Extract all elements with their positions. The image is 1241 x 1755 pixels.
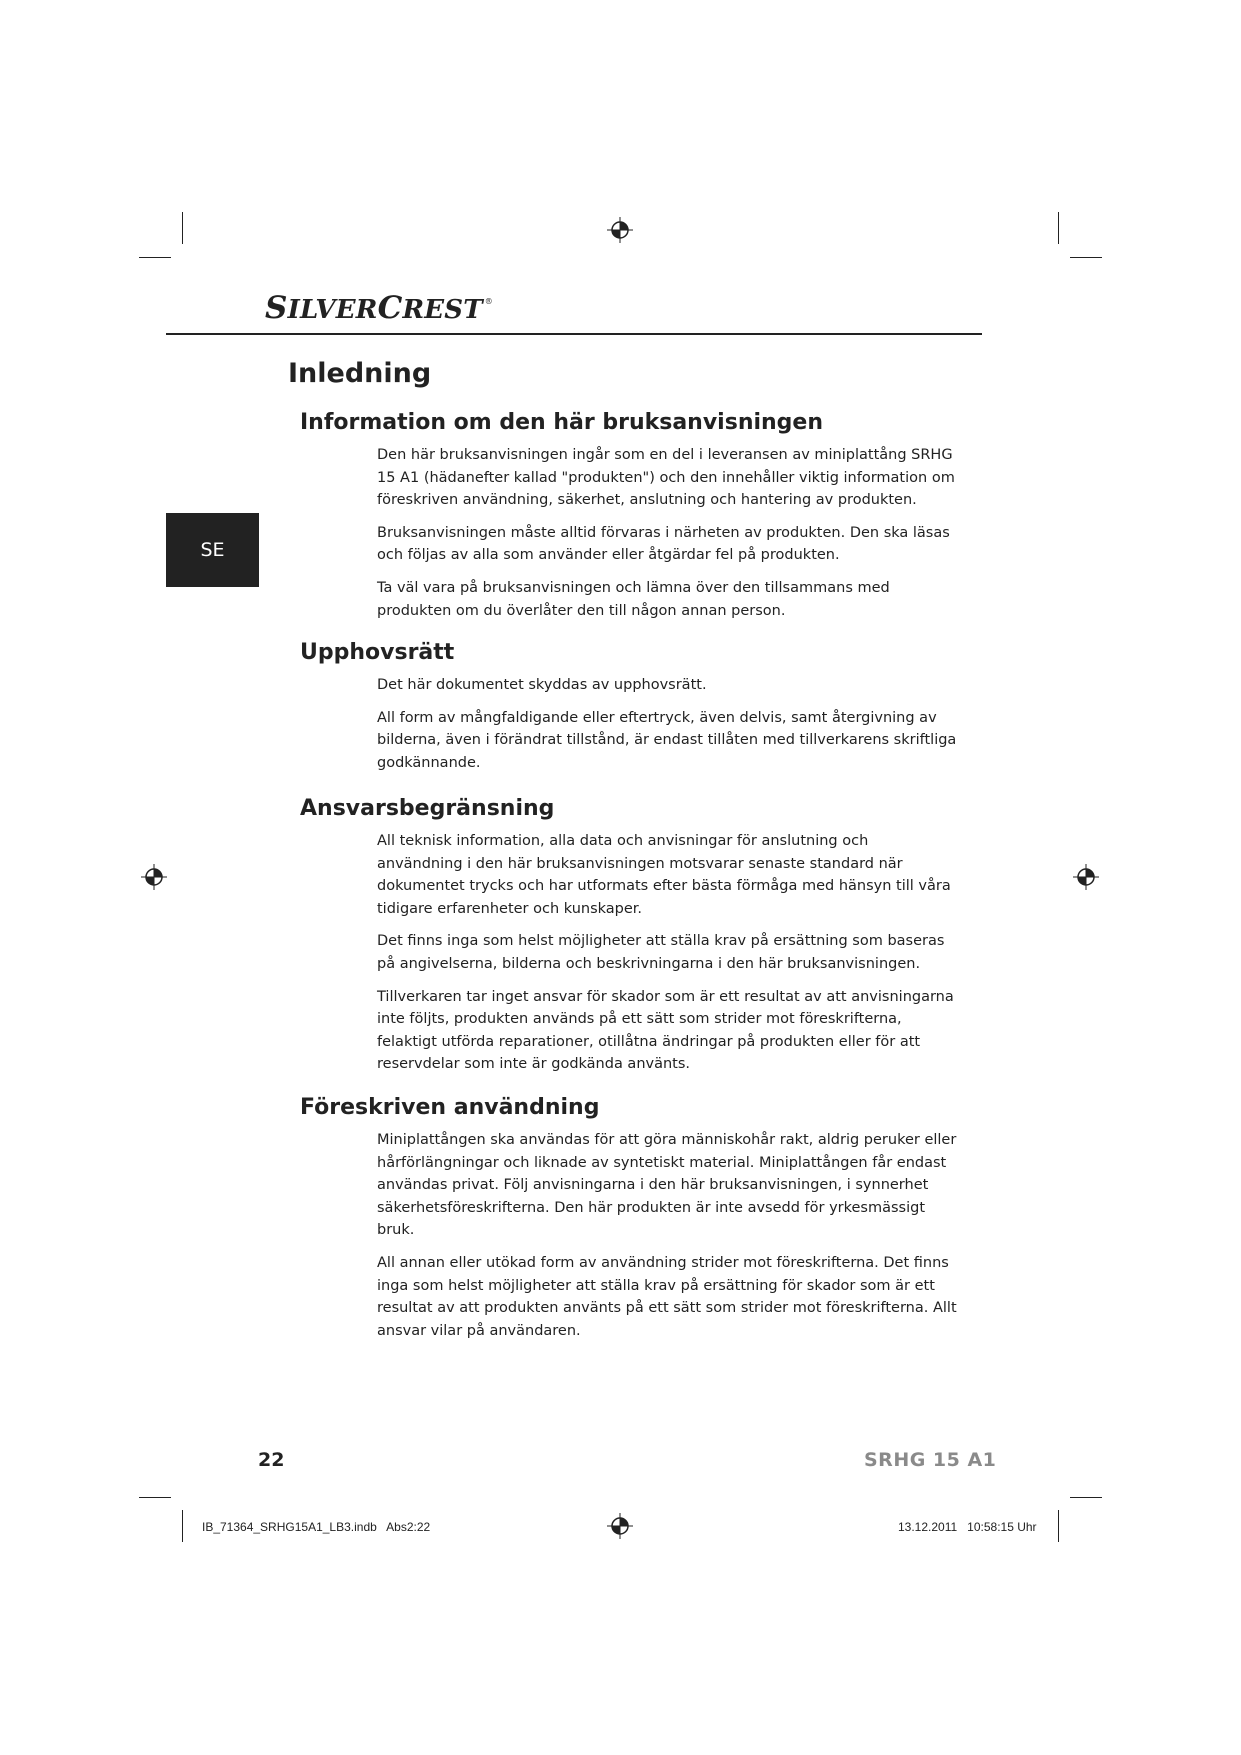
paragraph: Tillverkaren tar inget ansvar för skador som är ett resultat av att anvisningarna inte följts, produkten används på ett sätt som strider mot föreskrifterna, felaktigt utförda reparationer, otillåtna ändringar på produkten eller för att reservdelar som inte är godkända använts.: [377, 988, 954, 1073]
section-heading: Information om den här bruksanvisningen: [300, 410, 824, 435]
registration-mark-top-icon: [607, 217, 633, 243]
header-rule: [166, 333, 982, 335]
paragraph: Det finns inga som helst möjligheter att ställa krav på ersättning som baseras på angivelserna, bilderna och beskrivningarna i den här bruksanvisningen.: [377, 933, 945, 972]
print-slug-date: 13.12.2011 10:58:15 Uhr: [898, 1520, 1037, 1534]
section-information: [300, 410, 980, 632]
section-upphovsratt: [300, 640, 980, 784]
registration-mark-right-icon: [1073, 864, 1099, 890]
section-heading: Upphovsrätt: [300, 640, 455, 665]
model-number: SRHG 15 A1: [864, 1449, 997, 1471]
crop-mark-top-left-h: [139, 257, 171, 258]
silvercrest-logo: SILVERCREST ®: [265, 290, 493, 326]
crop-mark-bottom-right-h: [1070, 1497, 1102, 1498]
paragraph: All annan eller utökad form av användning strider mot föreskrifterna. Det finns inga som helst möjligheter att ställa krav på ersättning för skador som är ett resultat av att produkten använts på ett sätt som strider mot föreskrifterna. Allt ansvar vilar på användaren.: [377, 1254, 957, 1339]
crop-mark-bottom-left-v: [182, 1510, 183, 1542]
section-ansvarsbegransning: [300, 796, 980, 1086]
crop-mark-bottom-left-h: [139, 1497, 171, 1498]
registration-mark-left-icon: [141, 864, 167, 890]
crop-mark-top-right-v: [1058, 212, 1059, 244]
page-title: Inledning: [288, 358, 432, 389]
paragraph: Den här bruksanvisningen ingår som en del i leveransen av miniplattång SRHG 15 A1 (hädanefter kallad "produkten") och den innehåller viktig information om föreskriven användning, säkerhet, anslutning och hantering av produkten.: [377, 447, 955, 509]
paragraph: Det här dokumentet skyddas av upphovsrätt.: [377, 677, 707, 693]
paragraph: All teknisk information, alla data och anvisningar för anslutning och användning i den här bruksanvisningen motsvarar senaste standard när dokumentet trycks och har utformats efter bästa förmåga med hänsyn till våra tidigare erfarenheter och kunskaper.: [377, 833, 951, 917]
section-heading: Ansvarsbegränsning: [300, 796, 555, 821]
crop-mark-top-right-h: [1070, 257, 1102, 258]
paragraph: Miniplattången ska användas för att göra människohår rakt, aldrig peruker eller hårförlängningar och liknade av syntetiskt material. Miniplattången får endast användas privat. Följ anvisningarna i den här bruksanvisningen, i synnerhet säkerhetsföreskrifterna. Den här produkten är inte avsedd för yrkesmässigt bruk.: [377, 1132, 957, 1239]
crop-mark-top-left-v: [182, 212, 183, 244]
page-number: 22: [258, 1449, 285, 1471]
section-foreskriven-anvandning: [300, 1095, 980, 1352]
paragraph: Ta väl vara på bruksanvisningen och lämna över den tillsammans med produkten om du överlåter den till någon annan person.: [377, 579, 890, 619]
paragraph: All form av mångfaldigande eller eftertryck, även delvis, samt återgivning av bilderna, även i förändrat tillstånd, är endast tillåten med tillverkarens skriftliga godkännande.: [377, 709, 957, 771]
paragraph: Bruksanvisningen måste alltid förvaras i närheten av produkten. Den ska läsas och följas av alla som använder eller åtgärdar fel på produkten.: [377, 524, 950, 564]
registration-mark-bottom-icon: [607, 1513, 633, 1539]
language-tab: SE: [166, 513, 259, 587]
crop-mark-bottom-right-v: [1058, 1510, 1059, 1542]
section-heading: Föreskriven användning: [300, 1095, 600, 1120]
print-slug-file: IB_71364_SRHG15A1_LB3.indb Abs2:22: [202, 1520, 431, 1534]
